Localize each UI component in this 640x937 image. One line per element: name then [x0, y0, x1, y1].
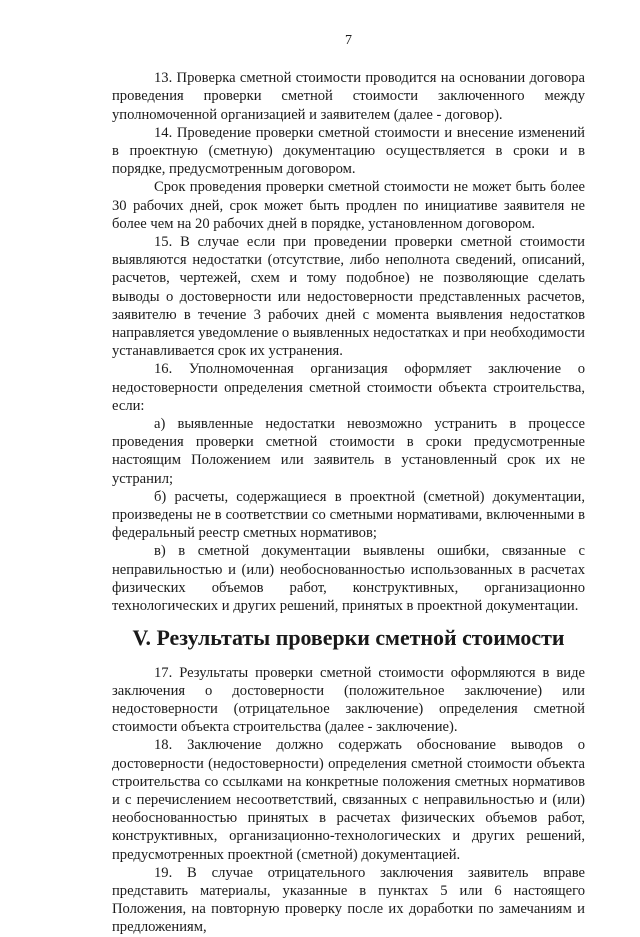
paragraph-16-b: б) расчеты, содержащиеся в проектной (сметной) документации, произведены не в соответствии со сметными нормативами, включенными в федеральный реестр сметных нормативов; — [112, 488, 585, 542]
paragraph-14-term: Срок проведения проверки сметной стоимости не может быть более 30 рабочих дней, срок может быть продлен по инициативе заявителя не более чем на 20 рабочих дней в порядке, установленном договором. — [112, 179, 585, 232]
paragraph-16-a: а) выявленные недостатки невозможно устранить в процессе проведения проверки сметной стоимости в сроки предусмотренные настоящим Положением или заявитель в установленный срок их не устранил; — [112, 416, 585, 487]
paragraph-14: 14. Проведение проверки сметной стоимости и внесение изменений в проектную (сметную) документацию осуществляется в сроки и в порядке, предусмотренным договором. — [112, 124, 585, 178]
paragraph-18: 18. Заключение должно содержать обоснование выводов о достоверности (недостоверности) определения сметной стоимости объекта строительства со ссылками на конкретные положения сметных нормативов и с перечислением несоответствий, связанных с неправильностью и (или) необоснованностью принятых в расчетах физических объемов работ, конструктивных, организационно-технологических и других решений, предусмотренных проектной (сметной) документацией. — [112, 737, 585, 863]
section-heading: V. Результаты проверки сметной стоимости — [132, 625, 565, 651]
paragraph-19: 19. В случае отрицательного заключения заявитель вправе представить материалы, указанные в пунктах 5 или 6 настоящего Положения, на повторную проверку после их доработки по замечаниям и предложениям, — [112, 864, 585, 936]
paragraph-17: 17. Результаты проверки сметной стоимости оформляются в виде заключения о достоверности (положительное заключение) или недостоверности (отрицательное заключение) определения сметной стоимости объекта строительства (далее - заключение). — [112, 664, 585, 736]
paragraph-16: 16. Уполномоченная организация оформляет заключение о недостоверности определения сметной стоимости объекта строительства, если: — [112, 361, 585, 414]
paragraph-13: 13. Проверка сметной стоимости проводится на основании договора проведения проверки сметной стоимости заключенного между уполномоченной организацией и заявителем (далее - договор). — [112, 70, 585, 123]
paragraph-15: 15. В случае если при проведении проверки сметной стоимости выявляются недостатки (отсутствие, либо неполнота сведений, описаний, расчетов, чертежей, схем и тому подобное) не позволяющие сделать выводы о достоверности или недостоверности представленных расчетов, заявителю в течение 3 рабочих дней с момента выявления недостатков направляется уведомление о выявленных недостатках и при необходимости устанавливается срок их устранения. — [112, 234, 585, 360]
page-number: 7 — [345, 33, 352, 48]
paragraph-16-v: в) в сметной документации выявлены ошибки, связанные с неправильностью и (или) необоснованностью использованных в расчетах физических объемов работ, конструктивных, организационно технологических и других решений, принятых в проектной документации. — [112, 543, 585, 615]
